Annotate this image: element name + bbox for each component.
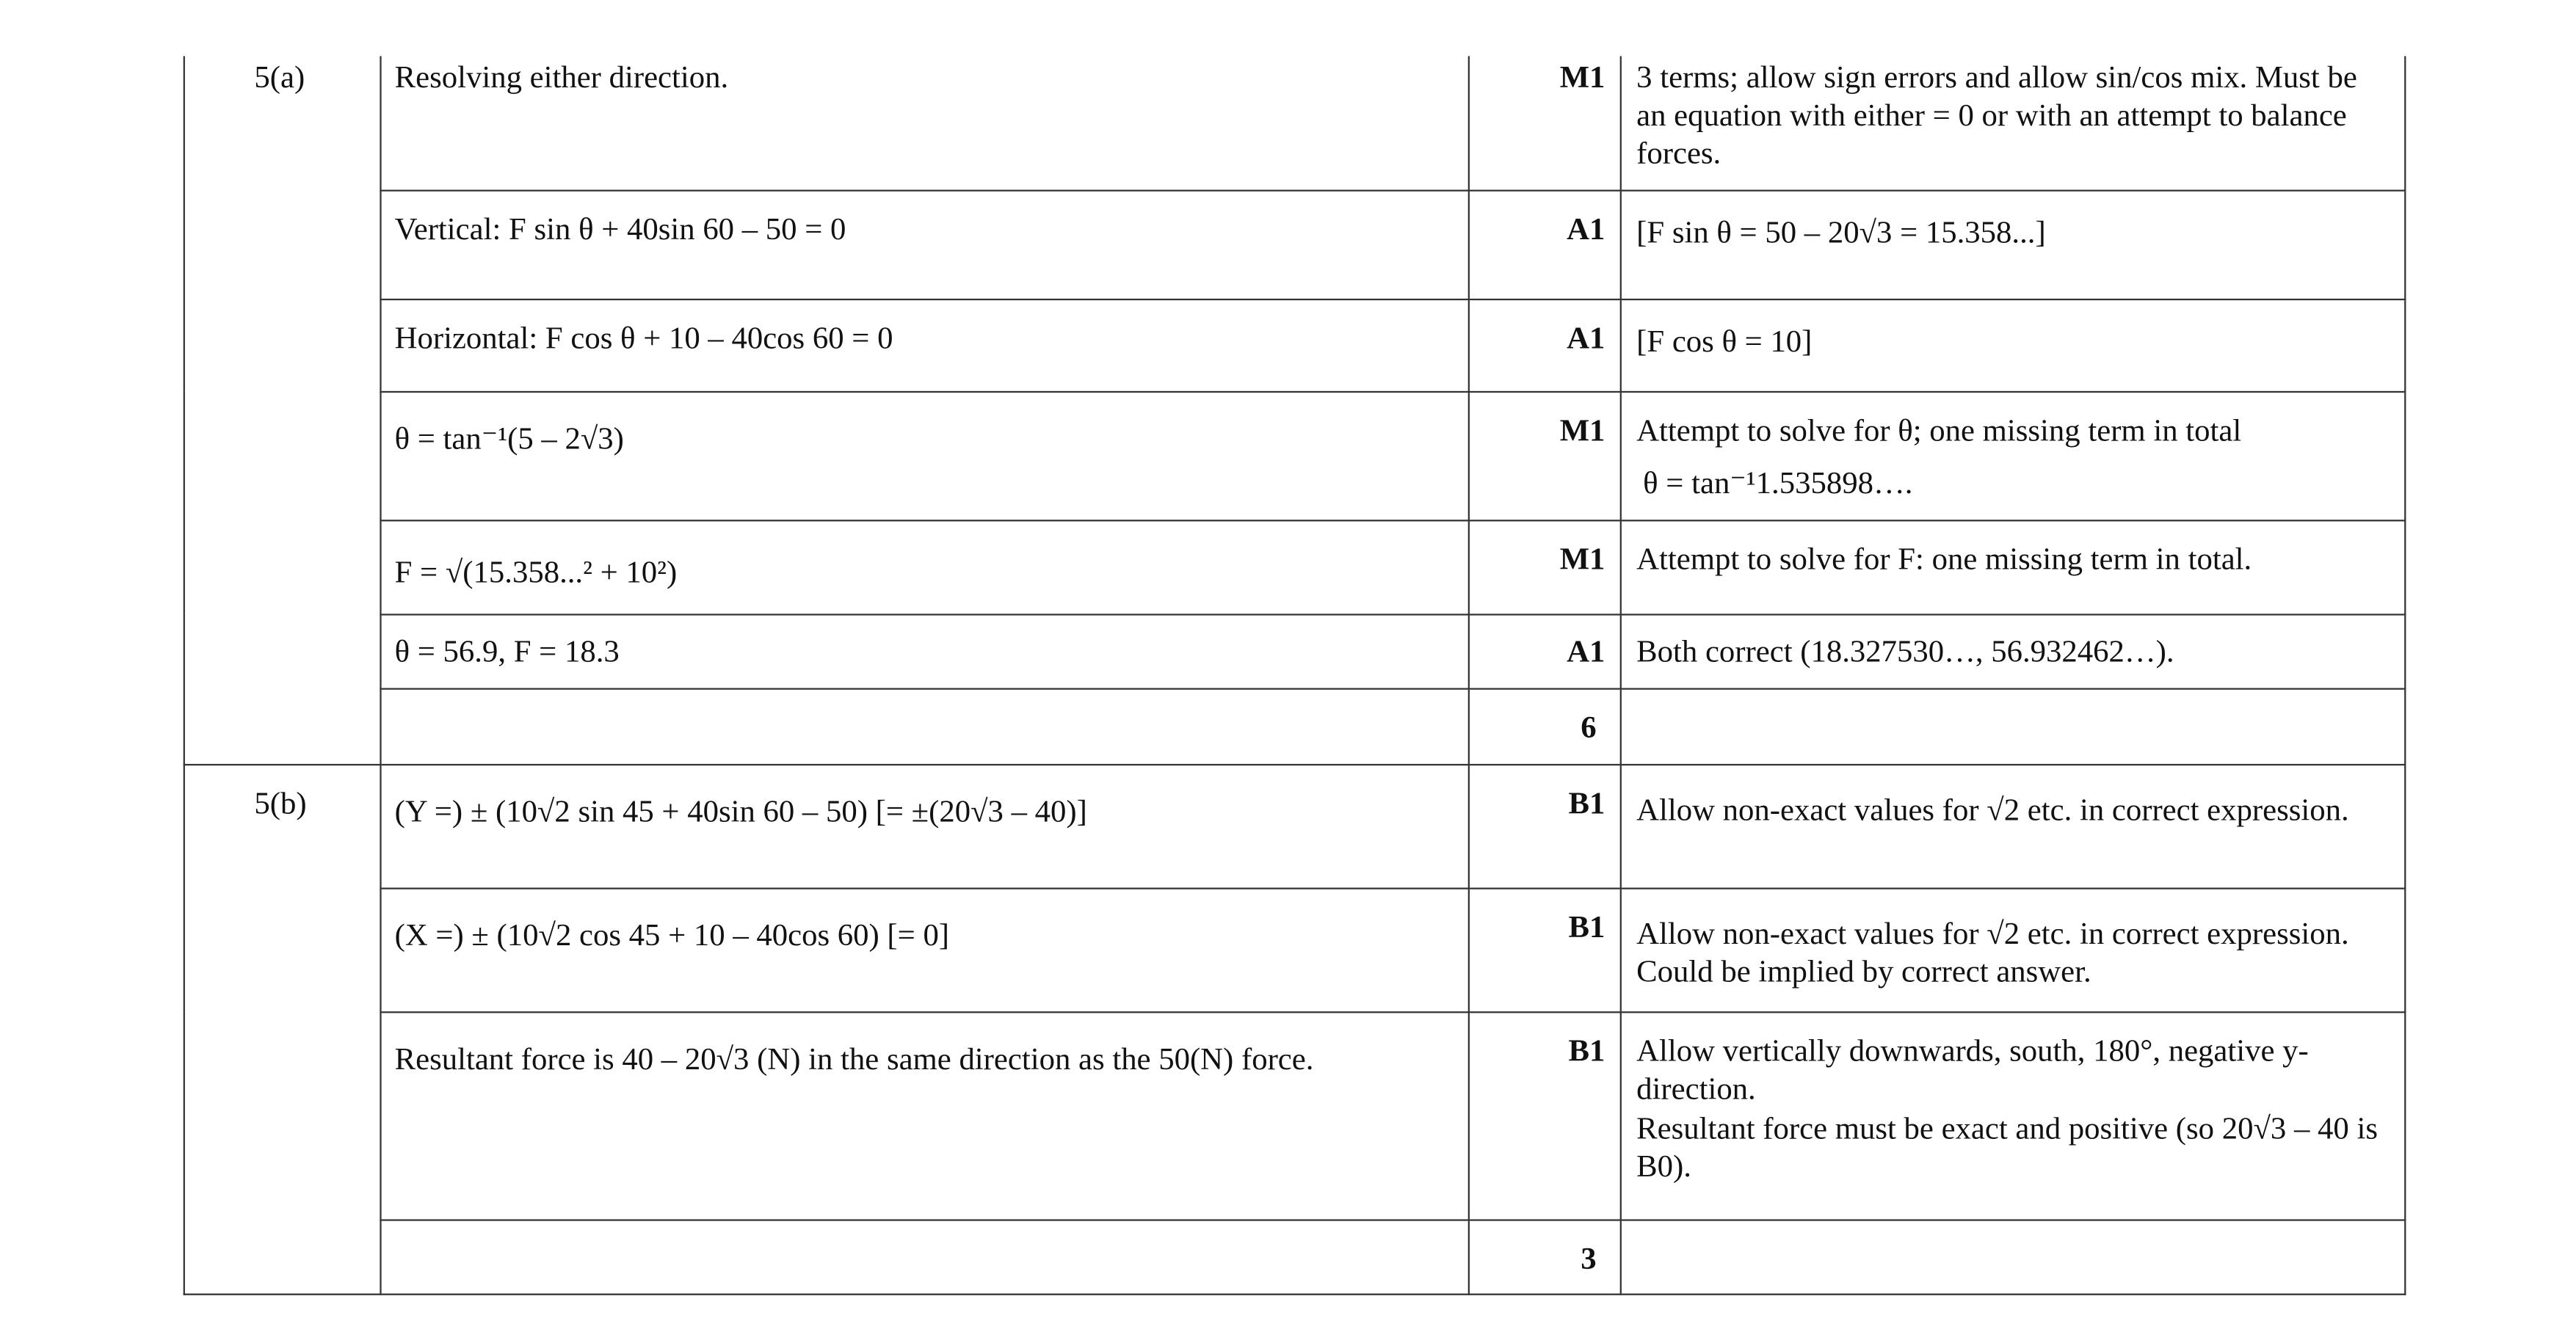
guidance-cell [1621, 1219, 2405, 1293]
answer-text: θ = tan⁻¹(5 – 2√3) [394, 421, 624, 456]
total-mark: 6 [1581, 710, 1597, 746]
mark-code: A1 [1567, 211, 1606, 247]
answer-text: Horizontal: F cos θ + 10 – 40cos 60 = 0 [394, 321, 893, 356]
mark-code: B1 [1568, 909, 1606, 945]
guidance-cell [1621, 299, 2405, 391]
mark-code: B1 [1568, 786, 1606, 821]
answer-cell [380, 299, 1468, 391]
guidance-cell [1621, 190, 2405, 299]
total-row [184, 1219, 2405, 1293]
total-mark: 3 [1581, 1241, 1597, 1276]
guidance-text: Resultant force must be exact and positive (so 20√3 – 40 is B0). [1636, 1111, 2378, 1184]
answer-text: Vertical: F sin θ + 40sin 60 – 50 = 0 [394, 211, 846, 247]
total-mark-cell [1469, 688, 1621, 763]
mark-cell [1469, 764, 1621, 888]
answer-cell [380, 1219, 1468, 1293]
answer-text: (X =) ± (10√2 cos 45 + 10 – 40cos 60) [= 0] [394, 918, 950, 953]
answer-cell [380, 391, 1468, 520]
total-mark-cell [1469, 1219, 1621, 1293]
guidance-cell [1621, 56, 2405, 189]
answer-text: (Y =) ± (10√2 sin 45 + 40sin 60 – 50) [= ±(20√3 – 40)] [394, 794, 1087, 829]
guidance-text: [F sin θ = 50 – 20√3 = 15.358...] [1636, 215, 2046, 250]
guidance-text: Allow vertically downwards, south, 180°, negative y-direction. [1636, 1033, 2309, 1107]
answer-cell [380, 888, 1468, 1012]
guidance-cell [1621, 688, 2405, 763]
answer-cell [380, 520, 1468, 614]
answer-cell [380, 56, 1468, 189]
answer-text: Resultant force is 40 – 20√3 (N) in the same direction as the 50(N) force. [394, 1041, 1314, 1077]
mark-cell [1469, 391, 1621, 520]
answer-text: θ = 56.9, F = 18.3 [394, 634, 620, 669]
mark-scheme-table [184, 56, 2406, 1294]
question-number: 5(a) [184, 56, 381, 763]
table-row [184, 888, 2405, 1012]
guidance-text: Attempt to solve for θ; one missing term in total [1636, 413, 2242, 448]
mark-cell [1469, 190, 1621, 299]
guidance-text: [F cos θ = 10] [1636, 324, 1813, 359]
table-row [184, 190, 2405, 299]
table-row [184, 1011, 2405, 1219]
guidance-cell [1621, 520, 2405, 614]
table-row [184, 56, 2405, 189]
question-number: 5(b) [184, 764, 381, 1294]
guidance-text: Both correct (18.327530…, 56.932462…). [1636, 634, 2174, 669]
table-row [184, 520, 2405, 614]
mark-cell [1469, 299, 1621, 391]
table-row [184, 299, 2405, 391]
mark-code: A1 [1567, 634, 1606, 669]
guidance-cell [1621, 764, 2405, 888]
answer-cell [380, 688, 1468, 763]
guidance-cell [1621, 614, 2405, 688]
guidance-text: Allow non-exact values for √2 etc. in correct expression. Could be implied by correct answer. [1636, 916, 2349, 989]
guidance-text: θ = tan⁻¹1.535898…. [1643, 466, 1913, 501]
guidance-cell [1621, 1011, 2405, 1219]
mark-code: B1 [1568, 1033, 1606, 1069]
mark-code: M1 [1559, 542, 1606, 577]
mark-code: M1 [1559, 413, 1606, 448]
table-row [184, 764, 2405, 888]
mark-code: M1 [1559, 61, 1606, 96]
answer-cell [380, 190, 1468, 299]
guidance-text: Allow non-exact values for √2 etc. in correct expression. [1636, 793, 2349, 828]
total-row [184, 688, 2405, 763]
mark-cell [1469, 56, 1621, 189]
guidance-cell [1621, 391, 2405, 520]
answer-cell [380, 1011, 1468, 1219]
mark-cell [1469, 888, 1621, 1012]
mark-cell [1469, 1011, 1621, 1219]
mark-cell [1469, 520, 1621, 614]
guidance-text: Attempt to solve for F: one missing term in total. [1636, 542, 2252, 577]
mark-cell [1469, 614, 1621, 688]
mark-code: A1 [1567, 321, 1606, 356]
guidance-text: 3 terms; allow sign errors and allow sin/cos mix. Must be an equation with either = 0 or with an attempt to balance forces. [1636, 61, 2357, 172]
answer-cell [380, 764, 1468, 888]
guidance-cell [1621, 888, 2405, 1012]
answer-text: Resolving either direction. [394, 61, 729, 96]
answer-cell [380, 614, 1468, 688]
table-row [184, 614, 2405, 688]
answer-text: F = √(15.358...² + 10²) [394, 555, 678, 590]
table-row [184, 391, 2405, 520]
